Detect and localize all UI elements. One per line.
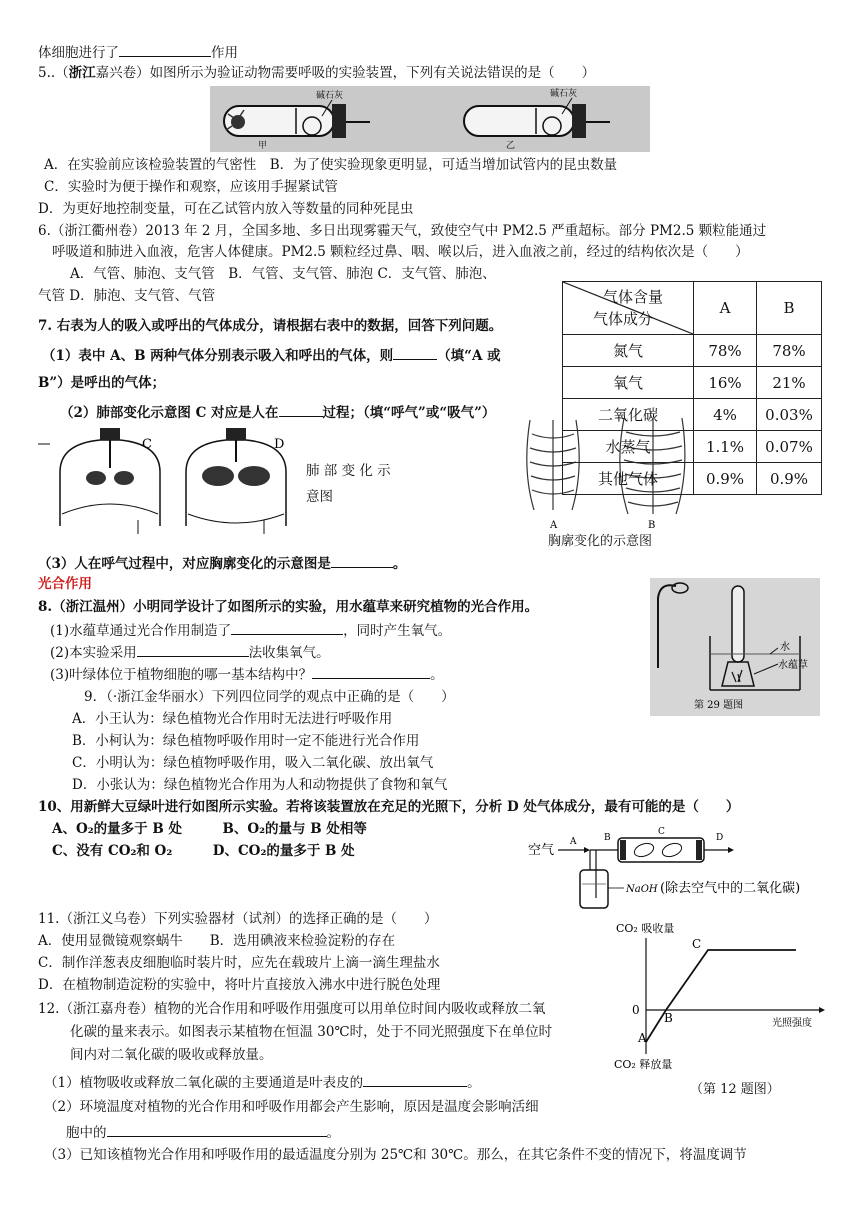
q12-sub1: （1）植物吸收或释放二氧化碳的主要通道是叶表皮的 。: [44, 1072, 481, 1092]
answer-blank[interactable]: [331, 553, 393, 568]
y-axis-label-bottom: CO₂ 释放量: [614, 1058, 673, 1071]
jar-label-d: D: [274, 437, 285, 452]
fig-label-d: D: [716, 833, 724, 843]
table-diagonal-header: 气体含量 气体成分: [563, 282, 694, 335]
point-label-b: B: [664, 1011, 673, 1025]
answer-blank[interactable]: [279, 402, 323, 417]
soda-lime-label: 碱石灰: [550, 89, 578, 99]
q11-option-c[interactable]: C．制作洋葱表皮细胞临时装片时，应先在载玻片上滴一滴生理盐水: [38, 955, 440, 971]
q12-line-1: 12.（浙江嘉舟卷）植物的光合作用和呼吸作用强度可以用单位时间内吸收或释放二氧: [38, 1001, 546, 1017]
q11-option-ab[interactable]: A．使用显微镜观察蜗牛 B．选用碘液来检验淀粉的存在: [38, 933, 396, 949]
q6-line-2: 呼吸道和肺进入血液，危害人体健康。PM2.5 颗粒经过鼻、咽、喉以后，进入血液之前，经过的结构依次是（ ）: [52, 244, 749, 260]
q10-option-ab[interactable]: A、O₂的量多于 B 处 B、O₂的量与 B 处相等: [52, 821, 367, 837]
q11-stem: 11.（浙江义乌卷）下列实验器材（试剂）的选择正确的是（ ）: [38, 911, 438, 927]
x-axis-label: 光照强度: [772, 1018, 812, 1029]
answer-blank[interactable]: [393, 345, 437, 360]
q12-sub2: （2）环境温度对植物的光合作用和呼吸作用都会产生影响，原因是温度会影响活细: [44, 1099, 539, 1115]
q10-stem: 10、用新鲜大豆绿叶进行如图所示实验。若将该装置放在充足的光照下，分析 D 处气体成分，最有可能的是（ ）: [38, 799, 740, 815]
q8-sub1: (1)水蕴草通过光合作用制造了 ，同时产生氧气。: [50, 620, 451, 640]
q8-sub2: (2)本实验采用 法收集氧气。: [50, 642, 330, 662]
section-title: 光合作用: [38, 576, 92, 592]
graph-caption: （第 12 题图）: [690, 1082, 780, 1097]
answer-blank[interactable]: [137, 642, 249, 657]
q7-sub1: （1）表中 A、B 两种气体分别表示吸入和呼出的气体，则 （填“A 或: [42, 345, 501, 365]
fig-label-b: B: [604, 833, 611, 843]
q5-option-c[interactable]: C．实验时为便于操作和观察，应该用手握紧试管: [44, 179, 338, 195]
q5-stem: 5..（浙江嘉兴卷）如图所示为验证动物需要呼吸的实验装置，下列有关说法错误的是（ ）: [38, 65, 596, 81]
q12-line-2: 化碳的量来表示。如图表示某植物在恒温 30℃时，处于不同光照强度下在单位时: [70, 1024, 553, 1040]
answer-blank[interactable]: [119, 42, 211, 57]
fig-label-naoh: NaOH: [626, 884, 658, 895]
gas-composition-table: [562, 281, 822, 495]
q7-sub1-cont: B”）是呼出的气体；: [38, 375, 166, 391]
q6-line-1: 6.（浙江衢州卷）2013 年 2 月，全国多地、多日出现雾霾天气，致使空气中 PM2.5 严重超标。部分 PM2.5 颗粒能通过: [38, 223, 767, 239]
answer-blank[interactable]: [312, 664, 430, 679]
q9-option-d[interactable]: D．小张认为：绿色植物光合作用为人和动物提供了食物和氧气: [72, 777, 448, 793]
co2-light-graph: [608, 918, 828, 1078]
q9-option-b[interactable]: B．小柯认为：绿色植物呼吸作用时一定不能进行光合作用: [72, 733, 420, 749]
q5-option-d[interactable]: D．为更好地控制变量，可在乙试管内放入等数量的同种死昆虫: [38, 201, 414, 217]
table-row: 二氧化碳 4% 0.03%: [563, 399, 822, 431]
q12-sub3: （3）已知该植物光合作用和呼吸作用的最适温度分别为 25℃和 30℃。那么，在其它条件不变的情况下，将温度调节: [44, 1147, 747, 1163]
answer-blank[interactable]: [363, 1072, 467, 1087]
q11-option-d[interactable]: D．在植物制造淀粉的实验中，将叶片直接放入沸水中进行脱色处理: [38, 977, 441, 993]
q8-sub3: (3)叶绿体位于植物细胞的哪一基本结构中？ 。: [50, 664, 444, 684]
chest-label-a: A: [550, 520, 558, 530]
q8-apparatus-figure: [650, 578, 820, 716]
table-row: 氮气 78% 78%: [563, 335, 822, 367]
q10-apparatus-figure: [526, 824, 846, 914]
q6-options-1[interactable]: A．气管、肺泡、支气管 B．气管、支气管、肺泡 C．支气管、肺泡、: [70, 266, 496, 282]
table-header-row: [563, 282, 822, 335]
soda-lime-label: 碱石灰: [316, 91, 344, 101]
fig-label-a: A: [570, 837, 577, 847]
column-header-b: B: [757, 282, 822, 335]
q12-line-3: 间内对二氧化碳的吸收或释放量。: [70, 1047, 273, 1063]
point-label-a: A: [638, 1031, 647, 1045]
fig-label-plant: 水蕴草: [778, 660, 808, 671]
fig-label-c: C: [658, 827, 665, 837]
table-row: 氧气 16% 21%: [563, 367, 822, 399]
fig-caption: 第 29 题图: [694, 700, 744, 711]
column-header-a: A: [694, 282, 757, 335]
answer-blank[interactable]: [107, 1122, 327, 1137]
fig-label-jia: 甲: [258, 141, 268, 151]
chest-label-b: B: [648, 520, 656, 530]
lung-caption-1: 肺 部 变 化 示: [306, 463, 391, 479]
q7-stem: 7. 右表为人的吸入或呼出的气体成分，请根据右表中的数据，回答下列问题。: [38, 318, 503, 334]
lung-change-figure: [38, 422, 300, 540]
point-label-c: C: [692, 937, 702, 951]
answer-blank[interactable]: [231, 620, 343, 635]
jar-label-c: C: [142, 437, 152, 452]
q5-apparatus-figure: [210, 86, 650, 152]
table-row: 其他气体 0.9% 0.9%: [563, 463, 822, 495]
q9-option-a[interactable]: A．小王认为：绿色植物光合作用时无法进行呼吸作用: [72, 711, 393, 727]
fig-label-air: 空气: [528, 843, 555, 858]
q12-sub2-cont: 胞中的 。: [66, 1122, 340, 1142]
q5-option-ab[interactable]: A．在实验前应该检验装置的气密性 B．为了使实验现象更明显，可适当增加试管内的昆虫数量: [44, 157, 618, 173]
lung-caption-2: 意图: [306, 489, 333, 505]
q7-sub3: （3）人在呼气过程中，对应胸廓变化的示意图是 。: [38, 553, 406, 573]
fig-label-yi: 乙: [506, 141, 516, 151]
q9-stem: 9．（·浙江金华丽水）下列四位同学的观点中正确的是（ ）: [84, 689, 455, 705]
chest-caption: 胸廓变化的示意图: [548, 534, 653, 549]
q6-options-2[interactable]: 气管 D．肺泡、支气管、气管: [38, 288, 216, 304]
q10-option-cd[interactable]: C、没有 CO₂和 O₂ D、CO₂的量多于 B 处: [52, 843, 355, 859]
y-axis-label-top: CO₂ 吸收量: [616, 922, 675, 935]
origin-label: 0: [632, 1003, 640, 1017]
q9-option-c[interactable]: C．小明认为：绿色植物呼吸作用，吸入二氧化碳、放出氧气: [72, 755, 434, 771]
top-line: 体细胞进行了 作用: [38, 42, 238, 62]
fig-label-water: 水: [780, 642, 790, 653]
table-row: 水蒸气 1.1% 0.07%: [563, 431, 822, 463]
fig-note: (除去空气中的二氧化碳): [660, 881, 801, 896]
q7-sub2: （2）肺部变化示意图 C 对应是人在 过程；（填“呼气”或“吸气”）: [60, 402, 495, 422]
q8-stem: 8.（浙江温州）小明同学设计了如图所示的实验，用水蕴草来研究植物的光合作用。: [38, 599, 539, 615]
